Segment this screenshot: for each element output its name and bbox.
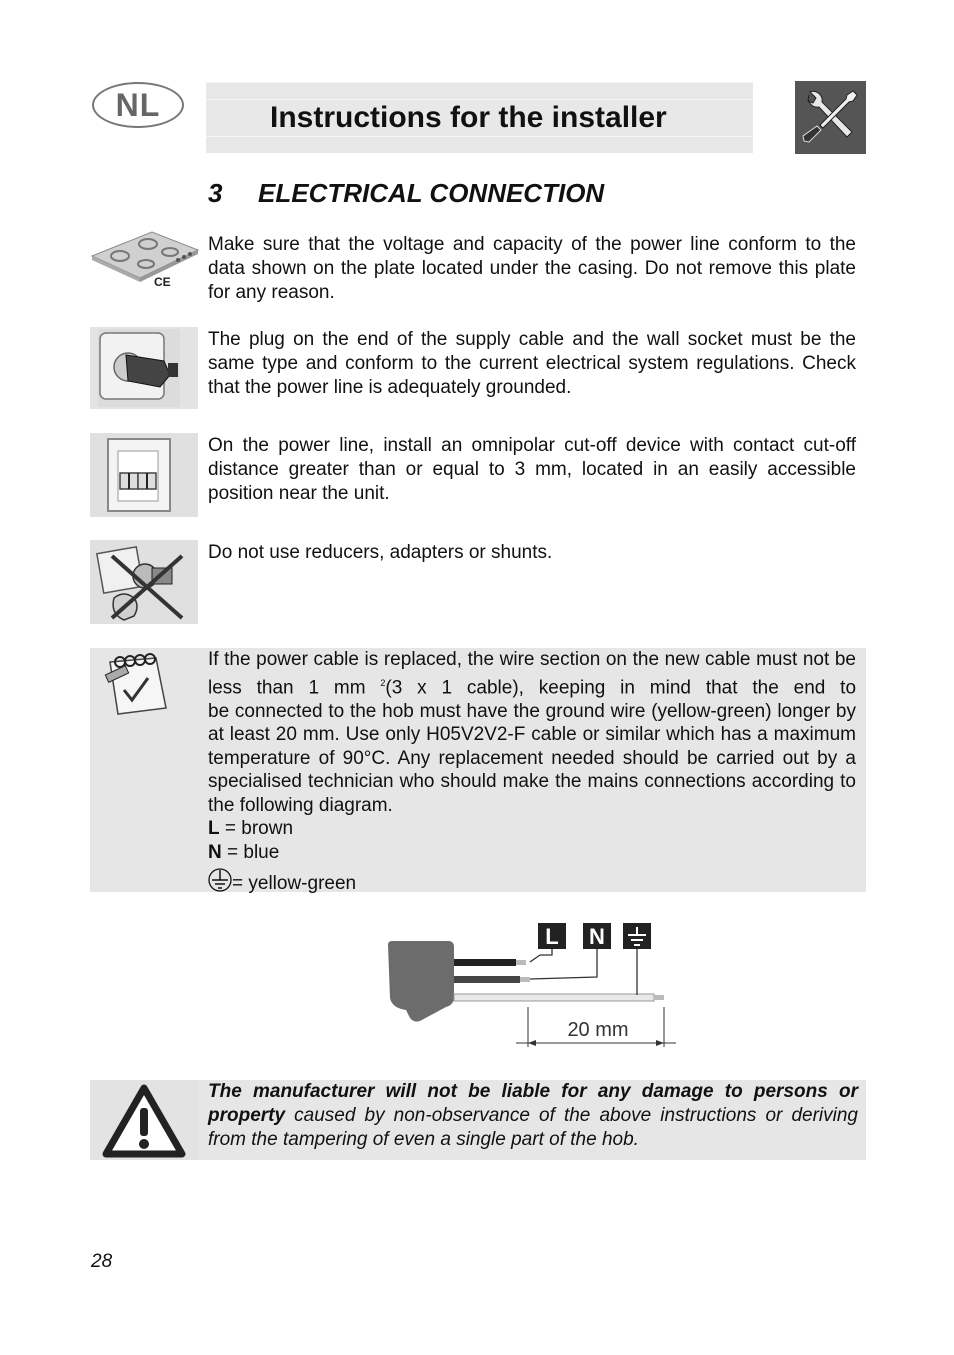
- ground-symbol-icon: [208, 868, 232, 892]
- plug-socket-icon: [90, 327, 198, 409]
- note-line-1: If the power cable is replaced, the wire section on the new cable must not be less than 1 mm $^2$(3 x 1 cable), keeping in mind that the end to: [208, 649, 857, 698]
- warning-bold: The manufacturer will not be liable for any damage to persons or property: [208, 1081, 858, 1126]
- section-title: [208, 178, 604, 209]
- cutoff-switch-icon: [90, 433, 198, 517]
- notebook-check-icon: [96, 650, 176, 720]
- hob-rating-plate-icon: [90, 228, 200, 294]
- paragraph-rating-plate: Make sure that the voltage and capacity of the power line conform to the data shown on the plate located under the casing. Do not remove this plate for any reason.: [208, 234, 856, 303]
- svg-text:CE: CE: [154, 275, 171, 289]
- warning-rest: caused by non-observance of the above instructions or deriving from the tampering of even a single part of the hob.: [208, 1105, 858, 1150]
- language-badge: NL: [92, 82, 184, 128]
- superscript: 2: [380, 677, 386, 688]
- page-number: 28: [91, 1251, 113, 1272]
- label-n: N: [589, 924, 605, 949]
- warning-text: [208, 1080, 858, 1152]
- no-adapters-icon: [90, 540, 198, 624]
- note-line-2: be connected to the hob must have the ground wire (yellow-green) longer by at least 20 mm. Use only H05V2V2-F cable or similar which has a maximum temperature of 90°C. Any replacement needed should be carried out by a specialised technician who should make the mains connections according to the following diagram.: [208, 700, 856, 816]
- label-l: L: [545, 924, 559, 949]
- legend-yellow-green: = yellow-green: [208, 868, 856, 896]
- legend-blue: N = blue: [208, 842, 280, 864]
- tools-icon: [795, 81, 866, 154]
- warning-triangle-icon: [90, 1080, 198, 1160]
- wiring-diagram: [380, 915, 680, 1055]
- paragraph-cutoff-device: On the power line, install an omnipolar cut-off device with contact cut-off distance greater than or equal to 3 mm, located in an easily accessible position near the unit.: [208, 435, 856, 504]
- section-number: 3: [208, 178, 223, 208]
- legend-brown: L = brown: [208, 818, 294, 840]
- replacement-note-text: [208, 648, 856, 895]
- page-title: Instructions for the installer: [270, 101, 667, 134]
- paragraph-no-adapters: Do not use reducers, adapters or shunts.: [208, 542, 553, 563]
- section-heading: ELECTRICAL CONNECTION: [258, 178, 605, 208]
- paragraph-plug-socket: The plug on the end of the supply cable and the wall socket must be the same type and conform to the current electrical system regulations. Check that the power line is adequately grounded.: [208, 329, 856, 398]
- dimension-label: 20 mm: [567, 1019, 629, 1041]
- header-bar: [206, 82, 753, 153]
